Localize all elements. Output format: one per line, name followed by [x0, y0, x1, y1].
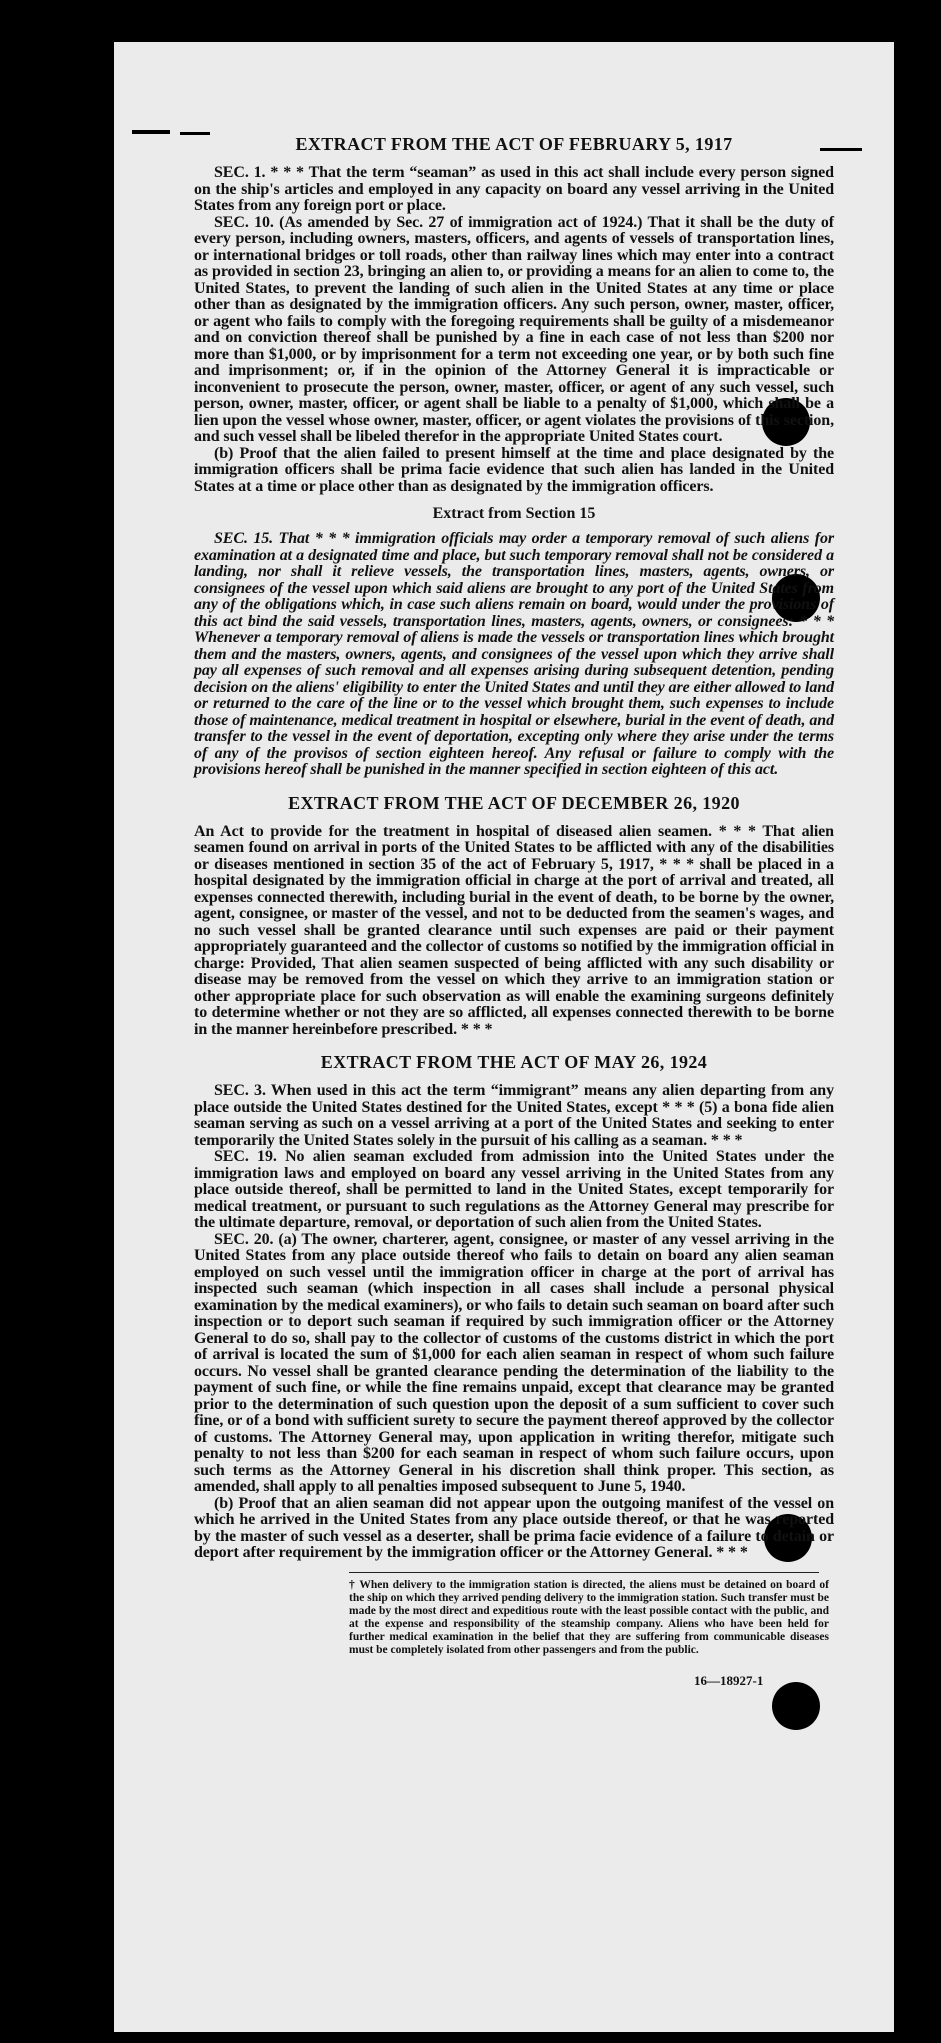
paragraph-sec-10-b: (b) Proof that the alien failed to present himself at the time and place designated by the immigration officers shall be prima facie evidence that such alien has landed in the United States at a time or place other than as designated by the immigration officers.	[194, 444, 834, 495]
footnote-divider	[349, 1572, 819, 1573]
paragraph-act-1920: An Act to provide for the treatment in hospital of diseased alien seamen. * * * That alien seamen found on arrival in ports of the United States to be afflicted with any of the disabilities or diseases mentioned in section 35 of the act of February 5, 1917, * * * shall be placed in a hospital designated by the immigration official in charge at the port of arrival and treated, all expenses connected therewith, including burial in the event of death, to be borne by the owner, agent, consignee, or master of the vessel, and not to be deducted from the seamen's wages, and no such vessel shall be granted clearance until such expenses are paid or their payment appropriately guaranteed and the collector of customs so notified by the immigration official in charge: Provided, That alien seamen suspected of being afflicted with any such disability or disease may be removed from the vessel on which they arrive to an immigration station or other appropriate place for such observation as will enable the examining surgeons definitely to determine whether or not they are so afflicted, all expenses connected therewith to be borne in the manner hereinbefore prescribed. * * *	[194, 822, 834, 1038]
document-page	[114, 42, 894, 2032]
heading-act-1917: EXTRACT FROM THE ACT OF FEBRUARY 5, 1917	[295, 134, 733, 154]
heading-act-1920: EXTRACT FROM THE ACT OF DECEMBER 26, 1920	[288, 792, 740, 813]
heading-section-15: Extract from Section 15	[432, 505, 596, 522]
form-code: 16—18927-1	[694, 1672, 764, 1688]
paragraph-sec-19: SEC. 19. No alien seaman excluded from admission into the United States under the immigration laws and employed on board any vessel arriving in the United States from any place outside thereof, shall be permitted to land in the United States, except temporarily for medical treatment, or pursuant to such regulations as the Attorney General may prescribe for the ultimate departure, removal, or deportation of such alien from the United States.	[194, 1148, 834, 1231]
footnote: † When delivery to the immigration station is directed, the aliens must be detained on board of the ship on which they arrived pending delivery to the immigration station. Such transfer must be made by the most direct and expeditious route with the least possible contact with the public, and at the expense and responsibility of the steamship company. Aliens who have been held for further medical examination in the belief that they are suffering from communicable diseases must be completely isolated from other passengers and from the public.	[349, 1578, 829, 1656]
heading-act-1924: EXTRACT FROM THE ACT OF MAY 26, 1924	[320, 1052, 708, 1072]
paragraph-sec-15: SEC. 15. That * * * immigration officials may order a temporary removal of such aliens for examination at a designated time and place, but such temporary removal shall not be considered a landing, nor shall it relieve vessels, the transportation lines, masters, agents, owners, or consignees of the vessel upon which said aliens are brought to any port of the United States from any of the obligations which, in case such aliens remain on board, would under the provisions of this act bind the said vessels, transportation lines, masters, agents, owners, or consignees: * * * Whenever a temporary removal of aliens is made the vessels or transportation lines which brought them and the masters, owners, agents, and consignees of the vessel upon which they arrive shall pay all expenses of such removal and all expenses arising during subsequent detention, pending decision on the aliens' eligibility to enter the United States and until they are either allowed to land or returned to the care of the line or to the vessel which brought them, such expenses to include those of maintenance, medical treatment in hospital or elsewhere, burial in the event of death, and transfer to the vessel in the event of deportation, excepting only where they arise under the terms of any of the provisos of section eighteen hereof. Any refusal or failure to comply with the provisions hereof shall be punished in the manner specified in section eighteen of this act.	[194, 530, 834, 778]
punch-hole	[772, 1682, 820, 1730]
document-text	[194, 134, 834, 1689]
paragraph-sec-20-b: (b) Proof that an alien seaman did not appear upon the outgoing manifest of the vessel on which he arrived in the United States from any place outside thereof, or that he was reported by the master of such vessel as a deserter, shall be prima facie evidence of a failure to detain or deport after requirement by the immigration officer or the Attorney General. * * *	[194, 1494, 834, 1561]
paragraph-sec-3: SEC. 3. When used in this act the term “immigrant” means any alien departing from any place outside the United States destined for the United States, except * * * (5) a bona fide alien seaman serving as such on a vessel arriving at a port of the United States and seeking to enter temporarily the United States solely in the pursuit of his calling as a seaman. * * *	[194, 1082, 834, 1149]
paragraph-sec-20-a: SEC. 20. (a) The owner, charterer, agent, consignee, or master of any vessel arriving in the United States from any place outside thereof who fails to detain on board any alien seaman employed on such vessel until the immigration officer in charge at the port of arrival has inspected such seaman (which inspection in all cases shall include a personal physical examination by the medical examiners), or who fails to detain such seaman on board after such inspection or to deport such seaman if required by such immigration officer or the Attorney General to do so, shall pay to the collector of customs of the customs district in which the port of arrival is located the sum of $1,000 for each alien seaman in respect of whom such failure occurs. No vessel shall be granted clearance pending the determination of the liability to the payment of such fine, or while the fine remains unpaid, except that clearance may be granted prior to the determination of such question upon the deposit of a sum sufficient to cover such fine, or of a bond with sufficient surety to secure the payment thereof approved by the collector of customs. The Attorney General may, upon application in writing therefor, mitigate such penalty to not less than $200 for each seaman in respect of whom such failure occurs, upon such terms as the Attorney General in his discretion shall think proper. This section, as amended, shall apply to all penalties imposed subsequent to June 5, 1940.	[194, 1230, 834, 1495]
scan-mark	[132, 130, 170, 134]
paragraph-sec-10: SEC. 10. (As amended by Sec. 27 of immigration act of 1924.) That it shall be the duty of every person, including owners, masters, officers, and agents of vessels of transportation lines, or international bridges or toll roads, other than railway lines which may enter into a contract as provided in section 23, bringing an alien to, or providing a means for an alien to come to, the United States, to prevent the landing of such alien in the United States at any time or place other than as designated by the immigration officers. Any such person, owner, master, officer, or agent who fails to comply with the foregoing requirements shall be guilty of a misdemeanor and on conviction thereof shall be punished by a fine in each case of not less than $200 nor more than $1,000, or by imprisonment for a term not exceeding one year, or by both such fine and imprisonment; or, if in the opinion of the Attorney General it is impracticable or inconvenient to prosecute the person, owner, master, officer, or agent of any such vessel, such person, owner, master, officer, or agent shall be liable to a penalty of $1,000, which shall be a lien upon the vessel whose owner, master, officer, or agent violates the provisions of this section, and such vessel shall be libeled therefor in the appropriate United States court.	[194, 213, 834, 445]
paragraph-sec-1: SEC. 1. * * * That the term “seaman” as used in this act shall include every person signed on the ship's articles and employed in any capacity on board any vessel arriving in the United States from any foreign port or place.	[194, 164, 834, 214]
